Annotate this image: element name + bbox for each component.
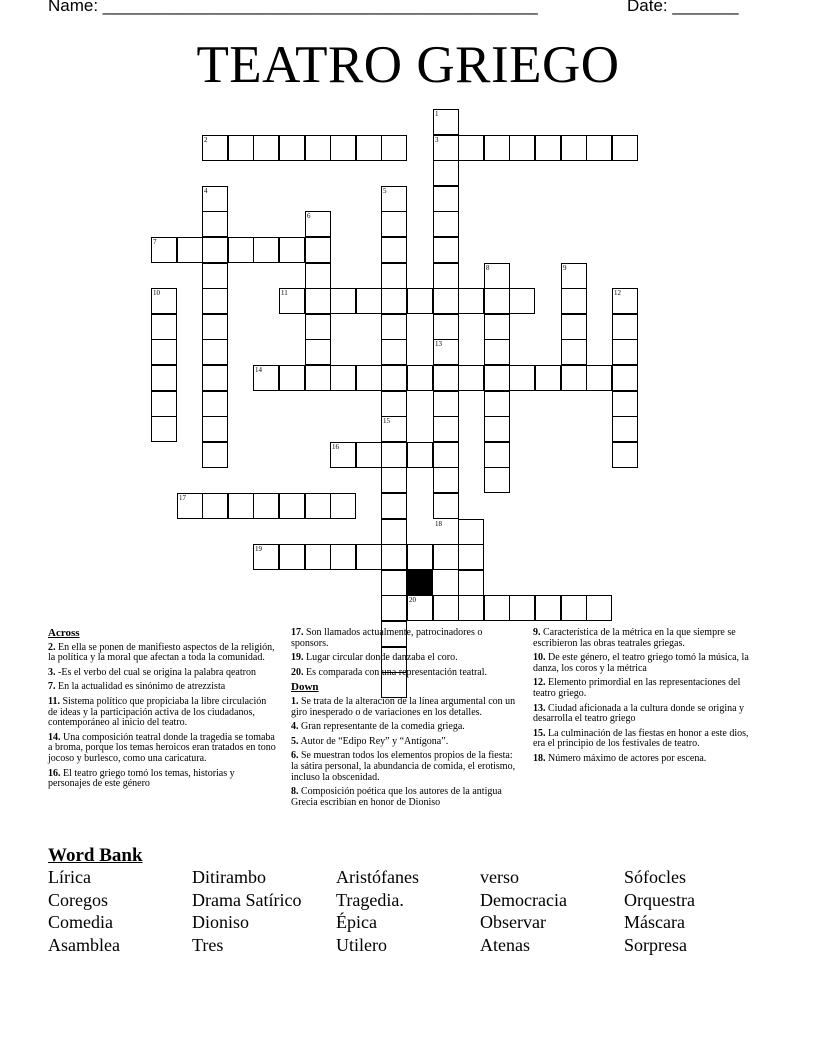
crossword-cell[interactable] (484, 595, 510, 621)
crossword-cell[interactable] (228, 237, 254, 263)
clue-number-label: 1 (435, 110, 439, 118)
crossword-cell[interactable] (253, 237, 279, 263)
crossword-cell[interactable] (561, 135, 587, 161)
clue-text: Elemento primordial en las representaciones del teatro griego. (533, 677, 741, 699)
clue-number: 2. (48, 641, 56, 653)
word-bank-word: Épica (336, 912, 377, 933)
clue-text: Son llamados actualmente, patrocinadores o sponsors. (291, 627, 483, 649)
crossword-cell[interactable] (433, 160, 459, 186)
word-bank (48, 867, 788, 958)
crossword-cell[interactable] (330, 365, 356, 391)
crossword-cell[interactable] (586, 135, 612, 161)
clue-text: Se muestran todos los elementos propios de la fiesta: la sátira personal, la abundancia de comida, el erotismo, incluso la obscenidad. (291, 750, 516, 783)
word-bank-word: Máscara (624, 912, 685, 933)
crossword-cell[interactable] (433, 467, 459, 493)
crossword-cell[interactable] (381, 365, 407, 391)
clue-text: Característica de la métrica en la que siempre se escribieron las obras teatrales griegas. (533, 627, 736, 649)
crossword-cell[interactable] (407, 442, 433, 468)
word-bank-word: Comedia (48, 912, 113, 933)
clue-number-label: 19 (255, 545, 262, 553)
word-bank-word: Observar (480, 912, 546, 933)
crossword-cell[interactable] (458, 519, 484, 545)
word-bank-word: Aristófanes (336, 867, 419, 887)
clue-number-label: 17 (179, 494, 186, 502)
crossword-cell[interactable] (509, 135, 535, 161)
clue-item (48, 769, 278, 790)
crossword-cell[interactable] (381, 339, 407, 365)
clue-section-heading: Down (291, 681, 319, 694)
clue-item (48, 697, 278, 729)
crossword-cell[interactable] (458, 595, 484, 621)
clue-item (48, 643, 278, 664)
clue-number-label: 6 (307, 212, 311, 220)
clue-item (533, 754, 763, 765)
crossword-cell[interactable] (458, 135, 484, 161)
word-bank-word: Asamblea (48, 935, 120, 956)
clue-item (533, 678, 763, 699)
crossword-cell[interactable] (305, 493, 331, 519)
clue-text: Una composición teatral donde la tragedia se tomaba a broma, porque los temas heroicos eran tratados en tono jocoso y burlesco, como una caricatura. (48, 731, 276, 764)
clue-item (48, 682, 278, 693)
clue-text: Composición poética que los autores de la antigua Grecia escribían en honor de Dioniso (291, 786, 502, 808)
word-bank-word: Coregos (48, 889, 108, 910)
clue-text: La culminación de las fiestas en honor a este dios, era el principio de los festivales de teatro. (533, 727, 749, 750)
crossword-cell[interactable] (535, 595, 561, 621)
crossword-cell[interactable] (228, 135, 254, 161)
crossword-cell[interactable] (202, 416, 228, 442)
crossword-cell[interactable] (561, 595, 587, 621)
clue-item (291, 722, 521, 733)
clue-number-label: 20 (409, 596, 416, 604)
clue-item (48, 733, 278, 765)
crossword-cell[interactable] (484, 416, 510, 442)
crossword-cell[interactable] (305, 314, 331, 340)
clue-number: 8. (291, 786, 299, 798)
crossword-cell[interactable] (151, 365, 177, 391)
crossword-cell[interactable] (433, 263, 459, 289)
clue-text: Gran representante de la comedia griega. (301, 721, 465, 733)
crossword-cell[interactable] (151, 314, 177, 340)
word-bank-word: Lírica (48, 867, 91, 887)
crossword-cell[interactable] (484, 288, 510, 314)
clue-item (291, 787, 521, 808)
word-bank-word: Orquestra (624, 889, 695, 910)
clue-number: 18. (533, 752, 546, 764)
crossword-cell[interactable] (381, 135, 407, 161)
clue-number: 17. (291, 627, 304, 638)
clues-section (0, 628, 816, 838)
clue-item (48, 668, 278, 679)
clue-item (291, 737, 521, 748)
word-bank-word: Tres (192, 935, 224, 956)
crossword-cell[interactable] (433, 288, 459, 314)
crossword-cell[interactable] (484, 391, 510, 417)
name-field[interactable]: Name: ______________________________________________ (48, 0, 538, 15)
crossword-cell[interactable] (407, 365, 433, 391)
crossword-cell[interactable] (433, 442, 459, 468)
crossword-cell[interactable] (484, 442, 510, 468)
crossword-cell[interactable] (612, 135, 638, 161)
clue-number: 4. (291, 721, 299, 733)
crossword-cell[interactable] (381, 493, 407, 519)
word-bank-row (48, 867, 788, 890)
date-field[interactable]: Date: _______ (627, 0, 739, 15)
clue-number: 11. (48, 695, 60, 707)
clue-text: -Es el verbo del cual se origina la palabra qeatron (58, 666, 256, 678)
clue-text: De este género, el teatro griego tomó la música, la danza, los coros y la métrica (533, 652, 749, 674)
word-bank-word: Sorpresa (624, 935, 687, 956)
clue-item (533, 704, 763, 725)
crossword-cell[interactable] (561, 365, 587, 391)
crossword-cell[interactable] (356, 135, 382, 161)
crossword-cell[interactable] (561, 314, 587, 340)
clue-number: 15. (533, 727, 546, 739)
clue-number: 16. (48, 767, 61, 779)
word-bank-word: Democracia (480, 889, 567, 910)
clue-number: 9. (533, 627, 541, 638)
word-bank-word: Drama Satírico (192, 889, 302, 910)
crossword-cell[interactable] (356, 365, 382, 391)
crossword-cell[interactable] (253, 135, 279, 161)
crossword-cell[interactable] (561, 339, 587, 365)
clue-number: 12. (533, 677, 546, 689)
clue-number: 7. (48, 681, 56, 693)
crossword-cell[interactable] (305, 339, 331, 365)
clue-text: En la actualidad es sinónimo de atrezzista (58, 681, 226, 693)
clue-number: 6. (291, 750, 299, 762)
crossword-cell[interactable] (433, 544, 459, 570)
word-bank-title: Word Bank (48, 845, 143, 866)
clue-number-label: 14 (255, 366, 262, 374)
clue-item (533, 628, 763, 649)
crossword-cell[interactable] (407, 544, 433, 570)
crossword-cell[interactable] (612, 391, 638, 417)
crossword-cell[interactable] (279, 365, 305, 391)
crossword-cell[interactable] (433, 416, 459, 442)
crossword-cell[interactable] (458, 288, 484, 314)
word-bank-word: Utilero (336, 935, 387, 956)
crossword-cell[interactable] (305, 263, 331, 289)
clue-number-label: 10 (153, 289, 160, 297)
blocked-cell (407, 570, 433, 596)
clue-item (533, 653, 763, 674)
crossword-cell[interactable] (202, 263, 228, 289)
clue-section-heading: Across (48, 627, 80, 639)
crossword-cell[interactable] (612, 339, 638, 365)
crossword-cell[interactable] (381, 391, 407, 417)
crossword-cell[interactable] (381, 288, 407, 314)
clue-number-label: 13 (435, 340, 442, 348)
clue-item (291, 628, 521, 649)
clue-item (291, 751, 521, 783)
clue-number: 20. (291, 666, 304, 678)
crossword-cell[interactable] (330, 544, 356, 570)
crossword-cell[interactable] (381, 544, 407, 570)
crossword-cell[interactable] (279, 544, 305, 570)
clue-text: Sistema político que propiciaba la libre circulación de ideas y la participación activa de los ciudadanos, contemporáneo al inicio del teatro. (48, 695, 267, 729)
crossword-cell[interactable] (279, 135, 305, 161)
page-title: TEATRO GRIEGO (196, 36, 620, 94)
crossword-cell[interactable] (535, 135, 561, 161)
crossword-cell[interactable] (433, 211, 459, 237)
crossword-cell[interactable] (612, 416, 638, 442)
crossword-cell[interactable] (202, 339, 228, 365)
crossword-cell[interactable] (509, 288, 535, 314)
crossword-cell[interactable] (484, 135, 510, 161)
clue-item (291, 653, 521, 664)
clue-number-label: 7 (153, 238, 157, 246)
crossword-cell[interactable] (535, 365, 561, 391)
clue-number: 5. (291, 735, 299, 747)
crossword-cell[interactable] (305, 544, 331, 570)
clue-text: Se trata de la alteración de la línea argumental con un giro inesperado o de variaciones en los detalles. (291, 695, 516, 718)
crossword-cell[interactable] (330, 288, 356, 314)
crossword-cell[interactable] (151, 339, 177, 365)
word-bank-row (48, 935, 788, 958)
clue-text: Autor de “Edipo Rey” y “Antígona”. (300, 735, 449, 747)
crossword-cell[interactable] (202, 237, 228, 263)
crossword-cell[interactable] (177, 237, 203, 263)
crossword-cell[interactable] (612, 314, 638, 340)
clue-number: 3. (48, 666, 56, 678)
crossword-cell[interactable] (612, 365, 638, 391)
crossword-cell[interactable] (356, 442, 382, 468)
clue-number-label: 4 (204, 187, 208, 195)
clue-number-label: 8 (486, 264, 490, 272)
crossword-cell[interactable] (330, 493, 356, 519)
crossword-cell[interactable] (330, 135, 356, 161)
crossword-cell[interactable] (202, 493, 228, 519)
clue-number: 10. (533, 652, 546, 664)
clue-text: En ella se ponen de manifiesto aspectos de la religión, la política y la moral que afectan a toda la comunidad. (48, 641, 275, 664)
crossword-cell[interactable] (381, 467, 407, 493)
crossword-cell[interactable] (202, 211, 228, 237)
crossword-cell[interactable] (484, 365, 510, 391)
crossword-cell[interactable] (202, 391, 228, 417)
crossword-cell[interactable] (407, 288, 433, 314)
clue-number-label: 11 (281, 289, 288, 297)
crossword-cell[interactable] (586, 595, 612, 621)
crossword-cell[interactable] (433, 314, 459, 340)
word-bank-row (48, 912, 788, 935)
crossword-cell[interactable] (151, 416, 177, 442)
crossword-cell[interactable] (381, 211, 407, 237)
clue-number: 1. (291, 695, 299, 707)
crossword-cell[interactable] (381, 595, 407, 621)
clue-number-label: 18 (435, 520, 442, 528)
clue-number-label: 12 (614, 289, 621, 297)
clue-number-label: 15 (383, 417, 390, 425)
clue-number: 14. (48, 731, 61, 743)
crossword-cell[interactable] (381, 263, 407, 289)
word-bank-word: Tragedia. (336, 889, 404, 910)
crossword-cell[interactable] (381, 570, 407, 596)
crossword-cell[interactable] (202, 314, 228, 340)
crossword-cell[interactable] (381, 314, 407, 340)
crossword-cell[interactable] (202, 288, 228, 314)
crossword-cell[interactable] (381, 519, 407, 545)
crossword-cell[interactable] (202, 442, 228, 468)
crossword-cell[interactable] (305, 365, 331, 391)
clue-text: Ciudad aficionada a la cultura donde se origina y desarrolla el teatro griego (533, 702, 745, 725)
crossword-cell[interactable] (202, 365, 228, 391)
clue-number-label: 2 (204, 136, 208, 144)
crossword-cell[interactable] (484, 339, 510, 365)
clue-number-label: 3 (435, 136, 439, 144)
crossword-cell[interactable] (458, 570, 484, 596)
crossword-cell[interactable] (433, 186, 459, 212)
crossword-cell[interactable] (356, 544, 382, 570)
clue-text: Lugar circular donde danzaba el coro. (306, 652, 458, 664)
crossword-cell[interactable] (305, 288, 331, 314)
word-bank-row (48, 890, 788, 913)
crossword-cell[interactable] (612, 442, 638, 468)
crossword-cell[interactable] (561, 288, 587, 314)
crossword-cell[interactable] (228, 493, 254, 519)
crossword-cell[interactable] (433, 391, 459, 417)
word-bank-word: Sófocles (624, 867, 686, 887)
crossword-cell[interactable] (279, 237, 305, 263)
clues-column-2 (291, 628, 521, 812)
crossword-cell[interactable] (381, 237, 407, 263)
clue-item (291, 668, 521, 679)
clue-text: El teatro griego tomó los temas, historias y personajes de este género (48, 767, 235, 790)
clue-number-label: 9 (563, 264, 567, 272)
crossword-cell[interactable] (484, 314, 510, 340)
clue-item (533, 729, 763, 750)
crossword-cell[interactable] (484, 467, 510, 493)
crossword-cell[interactable] (253, 493, 279, 519)
word-bank-word: verso (480, 867, 519, 887)
word-bank-word: Ditirambo (192, 867, 266, 887)
clues-column-1 (48, 628, 278, 794)
crossword-cell[interactable] (458, 365, 484, 391)
clue-text: Número máximo de actores por escena. (548, 752, 707, 764)
crossword-cell[interactable] (305, 135, 331, 161)
clues-column-3 (533, 628, 763, 769)
crossword-cell[interactable] (433, 237, 459, 263)
crossword-cell[interactable] (279, 493, 305, 519)
crossword-cell[interactable] (509, 365, 535, 391)
word-bank-word: Atenas (480, 935, 530, 956)
clue-text: Es comparada con una representación teatral. (306, 666, 488, 678)
crossword-cell[interactable] (433, 365, 459, 391)
crossword-cell[interactable] (356, 288, 382, 314)
clue-number: 19. (291, 652, 304, 664)
crossword-cell[interactable] (381, 442, 407, 468)
crossword-cell[interactable] (433, 595, 459, 621)
word-bank-word: Dioniso (192, 912, 250, 933)
crossword-cell[interactable] (586, 365, 612, 391)
clue-item (291, 697, 521, 718)
clue-number-label: 5 (383, 187, 387, 195)
crossword-cell[interactable] (458, 544, 484, 570)
crossword-cell[interactable] (433, 493, 459, 519)
clue-number-label: 16 (332, 443, 339, 451)
clue-number: 13. (533, 702, 546, 714)
crossword-cell[interactable] (151, 391, 177, 417)
crossword-cell[interactable] (509, 595, 535, 621)
crossword-cell[interactable] (305, 237, 331, 263)
